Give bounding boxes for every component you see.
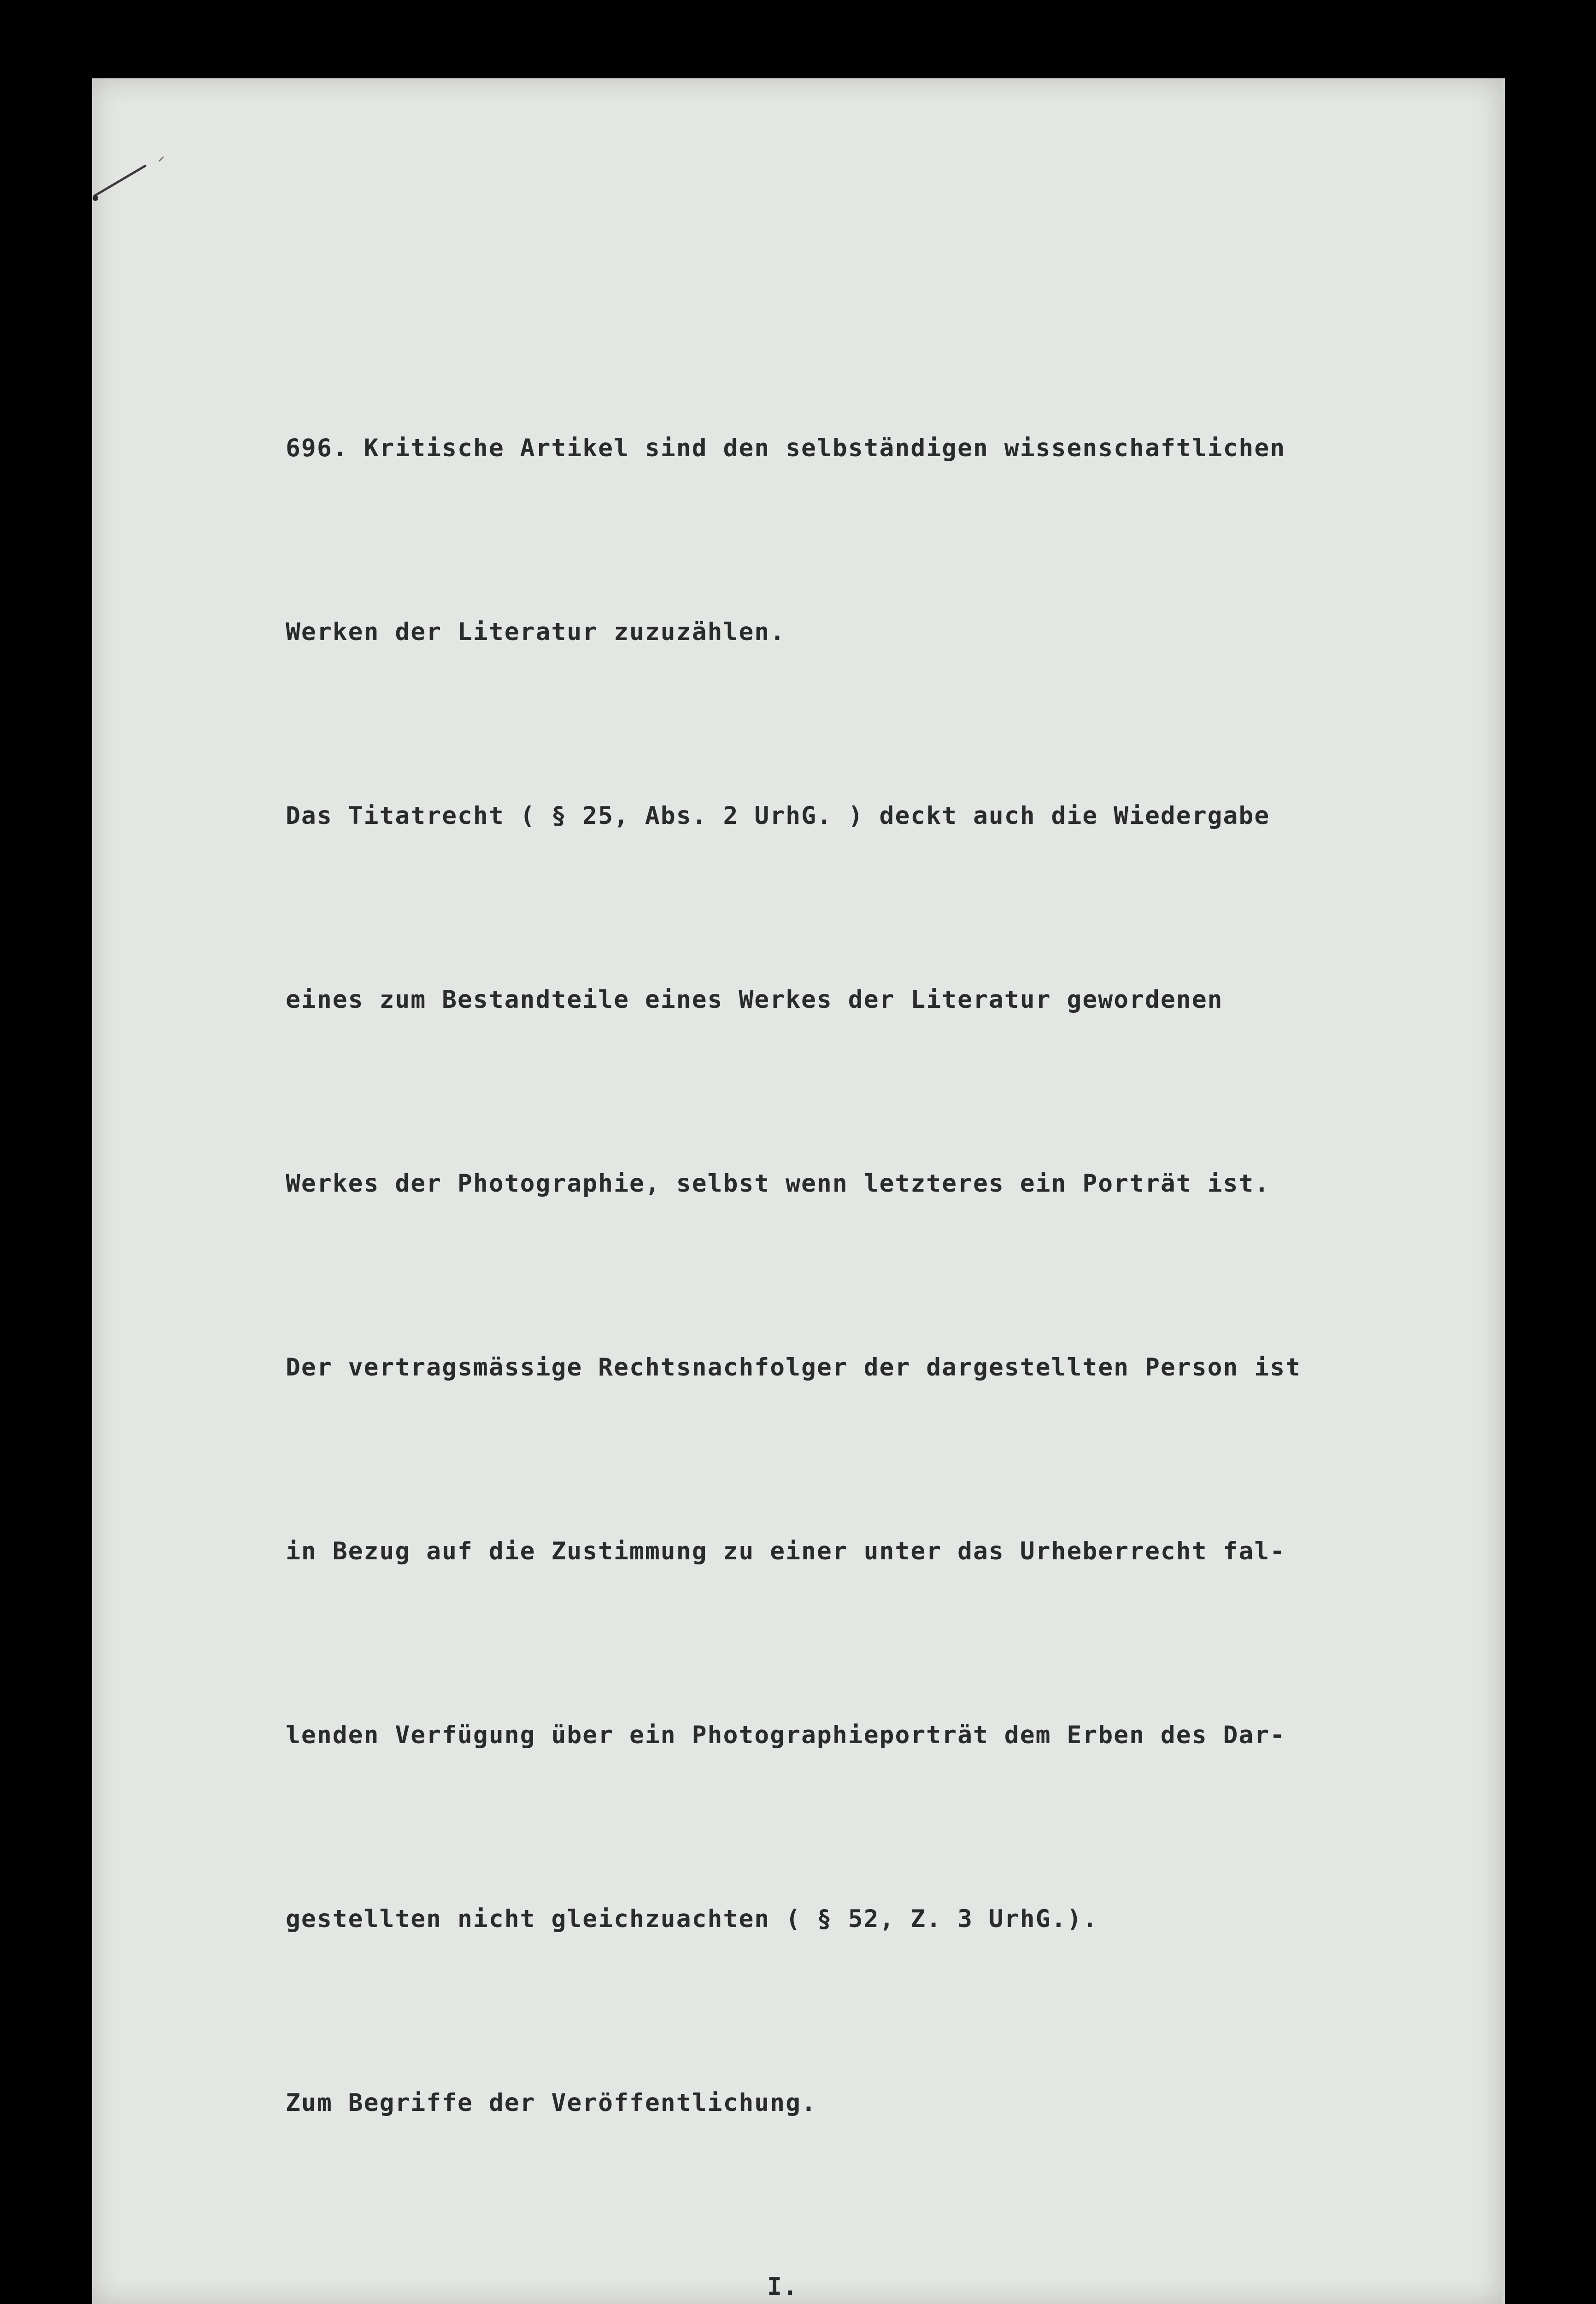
text-line: eines zum Bestandteile eines Werkes der Literatur gewordenen (286, 986, 1223, 1014)
text-line: Das Titatrecht ( § 25, Abs. 2 UrhG. ) deckt auch die Wiedergabe (286, 802, 1270, 830)
pencil-mark (90, 152, 164, 207)
text-line: Werken der Literatur zuzuzählen. (286, 618, 786, 646)
text-line: Zum Begriffe der Veröffentlichung. (286, 2089, 817, 2117)
typed-text-body (286, 295, 1428, 2304)
text-line: gestellten nicht gleichzuachten ( § 52, Z. 3 UrhG.). (286, 1905, 1098, 1933)
text-line: Werkes der Photographie, selbst wenn letzteres ein Porträt ist. (286, 1170, 1270, 1198)
section-number: I. (767, 2273, 798, 2301)
text-line: lenden Verfügung über ein Photographieporträt dem Erben des Dar- (286, 1721, 1286, 1749)
text-line: 696. Kritische Artikel sind den selbständigen wissenschaftlichen (286, 434, 1286, 462)
text-line: in Bezug auf die Zustimmung zu einer unter das Urheberrecht fal- (286, 1537, 1286, 1565)
text-line: Der vertragsmässige Rechtsnachfolger der dargestellten Person ist (286, 1353, 1302, 1381)
document-page (92, 78, 1505, 2304)
